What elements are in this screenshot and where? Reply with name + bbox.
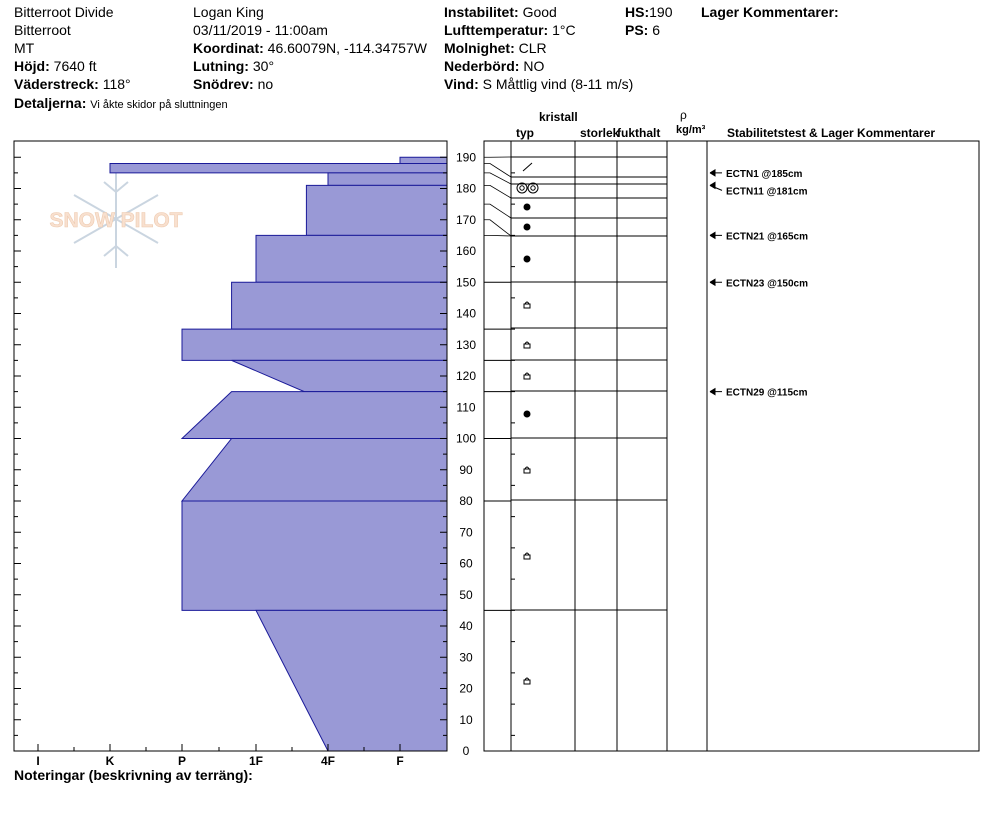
stability-test-label: ECTN11 @181cm <box>726 186 808 198</box>
wind-label: Vind: <box>444 76 479 92</box>
depth-connector <box>484 164 511 178</box>
y-tick-label: 130 <box>455 337 477 352</box>
drift-value: no <box>257 76 274 92</box>
stability-test-label: ECTN21 @165cm <box>726 231 809 243</box>
location-name: Bitterroot Divide <box>14 4 114 20</box>
instability-value: Good <box>522 4 557 20</box>
x-tick-label: F <box>396 754 404 768</box>
slope-value: 30° <box>252 58 275 74</box>
hs-label: HS: <box>625 4 650 20</box>
x-tick-label: P <box>177 754 187 768</box>
x-tick-label: 1F <box>248 754 264 768</box>
sky-value: CLR <box>518 40 547 56</box>
x-tick-label: I <box>36 754 40 768</box>
y-tick-label: 100 <box>455 431 477 446</box>
y-tick-label: 40 <box>459 619 473 633</box>
slope-label: Lutning: <box>193 58 249 74</box>
faceted-crystal-icon <box>524 342 530 348</box>
hardness-layer-9 <box>182 439 447 502</box>
faceted-crystal-icon <box>524 678 530 684</box>
hardness-layer-8 <box>182 392 447 439</box>
ps-label: PS: <box>625 22 649 38</box>
instability-label: Instabilitet: <box>444 4 519 20</box>
y-tick-label: 140 <box>455 306 477 321</box>
rounded-grains-icon <box>524 204 531 211</box>
rounded-grains-icon <box>524 256 531 263</box>
col-typ: typ <box>516 126 534 140</box>
x-tick-label: K <box>105 754 115 768</box>
stability-test-label: ECTN1 @185cm <box>726 168 803 180</box>
col-stability: Stabilitetstest & Lager Kommentarer <box>727 126 936 140</box>
sky-label: Molnighet: <box>444 40 515 56</box>
y-tick-label: 90 <box>459 462 473 477</box>
y-tick-label: 30 <box>459 650 473 665</box>
depth-connector <box>484 185 511 198</box>
faceted-crystal-icon <box>524 373 530 379</box>
precipitation-particle-icon <box>523 163 532 171</box>
depth-connector <box>484 220 511 236</box>
hardness-layer-4 <box>256 235 447 282</box>
x-tick-label: 4F <box>320 754 336 768</box>
col-kristall: kristall <box>539 110 578 124</box>
precip-value: NO <box>523 58 545 74</box>
hardness-layer-6 <box>182 329 447 360</box>
precip-label: Nederbörd: <box>444 58 520 74</box>
surface-hoar-icon <box>520 186 524 190</box>
hardness-layer-0 <box>400 157 447 163</box>
height-label: Höjd: <box>14 58 50 74</box>
details-value: Vi åkte skidor på sluttningen <box>90 99 228 111</box>
details-label: Detaljerna: <box>14 95 87 111</box>
y-tick-label: 70 <box>459 525 473 540</box>
col-rho: ρ <box>680 108 687 122</box>
y-tick-label: 20 <box>459 681 473 696</box>
hardness-layer-11 <box>256 610 447 751</box>
stability-test-label: ECTN29 @115cm <box>726 387 808 399</box>
y-tick-label: 110 <box>456 400 476 415</box>
aspect-label: Väderstreck: <box>14 76 99 92</box>
surface-hoar-icon <box>531 186 535 190</box>
faceted-crystal-icon <box>524 467 530 473</box>
col-storlek: storlek <box>580 126 620 140</box>
aspect-value: 118° <box>102 76 131 92</box>
observer-name: Logan King <box>193 4 264 20</box>
y-tick-label: 50 <box>459 587 473 602</box>
stability-test-label: ECTN23 @150cm <box>726 278 809 290</box>
hs-value: 190 <box>649 4 673 20</box>
y-tick-label: 10 <box>459 712 473 727</box>
depth-connector <box>484 235 511 236</box>
snowpilot-watermark <box>50 170 183 268</box>
faceted-crystal-icon <box>524 302 530 308</box>
notes-label: Noteringar (beskrivning av terräng): <box>14 767 253 783</box>
hardness-layer-7 <box>232 360 447 391</box>
y-tick-label: 190 <box>455 150 477 165</box>
hardness-layer-1 <box>110 164 447 173</box>
hardness-layer-10 <box>182 501 447 610</box>
coord-value: 46.60079N, -114.34757W <box>267 40 427 56</box>
coord-label: Koordinat: <box>193 40 264 56</box>
y-tick-label: 60 <box>459 556 473 571</box>
layer-comments-title: Lager Kommentarer: <box>701 4 839 20</box>
state-name: MT <box>14 40 35 56</box>
y-tick-label: 80 <box>459 494 473 508</box>
hardness-layer-2 <box>328 173 447 186</box>
rounded-grains-icon <box>524 411 531 418</box>
airtemp-value: 1°C <box>552 22 576 38</box>
depth-connector <box>484 204 511 218</box>
y-tick-label: 170 <box>455 212 477 227</box>
hardness-layer-5 <box>232 282 447 329</box>
observation-datetime: 03/11/2019 - 11:00am <box>193 22 328 38</box>
drift-label: Snödrev: <box>193 76 254 92</box>
airtemp-label: Lufttemperatur: <box>444 22 549 38</box>
y-tick-label: 0 <box>462 744 470 758</box>
height-value: 7640 ft <box>53 58 97 74</box>
ps-value: 6 <box>652 22 661 38</box>
faceted-crystal-icon <box>524 553 530 559</box>
wind-value: S Måttlig vind (8-11 m/s) <box>482 76 634 92</box>
col-density-unit: kg/m³ <box>676 124 706 136</box>
col-fukthalt: fukthalt <box>617 126 661 140</box>
range-name: Bitterroot <box>14 22 71 38</box>
y-tick-label: 120 <box>455 369 477 383</box>
rounded-grains-icon <box>524 224 531 231</box>
stability-arrow-line <box>710 185 722 190</box>
y-tick-label: 160 <box>455 244 477 258</box>
hardness-layer-3 <box>306 185 447 235</box>
y-tick-label: 150 <box>455 275 477 290</box>
y-tick-label: 180 <box>455 181 477 196</box>
watermark-text: SNOW PILOT <box>49 209 183 232</box>
